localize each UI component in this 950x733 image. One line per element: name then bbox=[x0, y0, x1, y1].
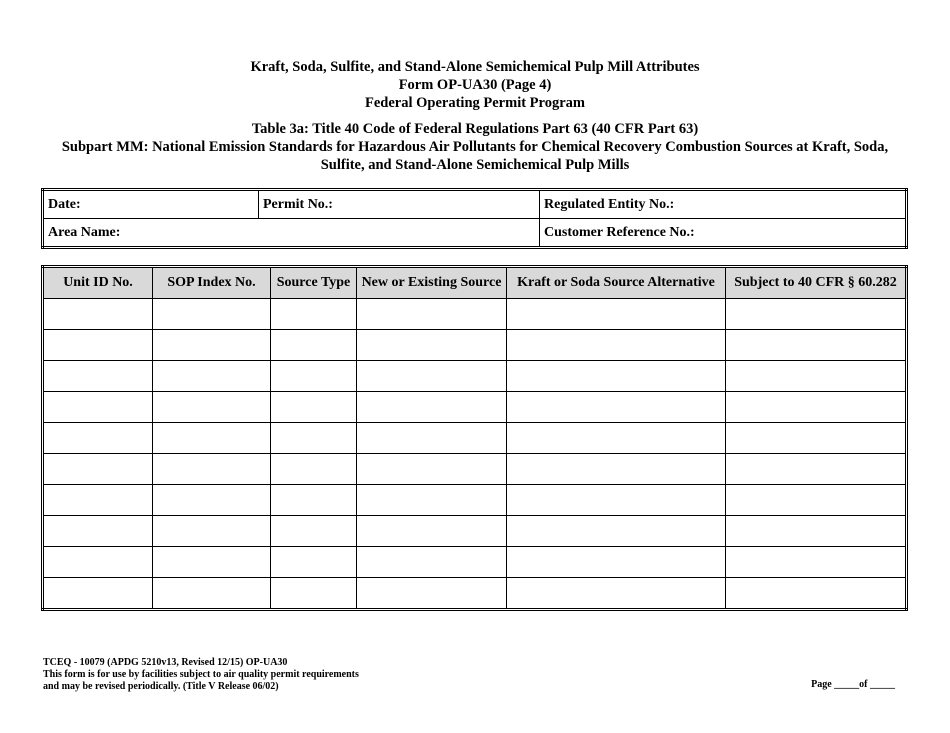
page-number: Page _____of _____ bbox=[811, 679, 895, 690]
table-title: Table 3a: Title 40 Code of Federal Regulations Part 63 (40 CFR Part 63) bbox=[251, 121, 699, 137]
entry-cell[interactable] bbox=[153, 330, 271, 361]
entry-cell[interactable] bbox=[357, 299, 507, 330]
entry-cell[interactable] bbox=[726, 361, 907, 392]
entry-cell[interactable] bbox=[43, 485, 153, 516]
entry-cell[interactable] bbox=[153, 485, 271, 516]
program-name: Federal Operating Permit Program bbox=[365, 95, 585, 111]
table-row bbox=[43, 299, 907, 330]
entry-cell[interactable] bbox=[271, 423, 357, 454]
entry-cell[interactable] bbox=[43, 454, 153, 485]
entry-cell[interactable] bbox=[726, 454, 907, 485]
footer-note-1: This form is for use by facilities subject to air quality permit requirements bbox=[43, 669, 359, 680]
table-row bbox=[43, 330, 907, 361]
entry-cell[interactable] bbox=[43, 516, 153, 547]
entry-cell[interactable] bbox=[357, 392, 507, 423]
entry-cell[interactable] bbox=[271, 299, 357, 330]
entry-cell[interactable] bbox=[507, 330, 726, 361]
entry-cell[interactable] bbox=[726, 299, 907, 330]
subpart-title: Subpart MM: National Emission Standards for Hazardous Air Pollutants for Chemical Recovery Combustion Sources at Kraft, Soda, Sulfite, and Stand-Alone Semichemical Pulp Mills bbox=[61, 139, 889, 173]
entry-cell[interactable] bbox=[271, 361, 357, 392]
entry-cell[interactable] bbox=[357, 423, 507, 454]
entry-cell[interactable] bbox=[357, 578, 507, 610]
entry-cell[interactable] bbox=[43, 361, 153, 392]
form-footer bbox=[43, 657, 359, 693]
entry-cell[interactable] bbox=[271, 485, 357, 516]
entry-cell[interactable] bbox=[271, 516, 357, 547]
footer-form-id: TCEQ - 10079 (APDG 5210v13, Revised 12/15) OP-UA30 bbox=[43, 657, 288, 668]
entry-cell[interactable] bbox=[357, 516, 507, 547]
col-new-existing: New or Existing Source bbox=[357, 267, 507, 299]
entry-cell[interactable] bbox=[271, 547, 357, 578]
table-row bbox=[43, 485, 907, 516]
entry-cell[interactable] bbox=[507, 547, 726, 578]
customer-reference-label: Customer Reference No.: bbox=[544, 224, 695, 240]
entry-cell[interactable] bbox=[507, 361, 726, 392]
entry-cell[interactable] bbox=[153, 578, 271, 610]
form-title: Kraft, Soda, Sulfite, and Stand-Alone Semichemical Pulp Mill Attributes bbox=[250, 59, 700, 75]
entry-cell[interactable] bbox=[153, 454, 271, 485]
permit-label: Permit No.: bbox=[263, 196, 333, 212]
entry-cell[interactable] bbox=[507, 299, 726, 330]
area-name-field[interactable] bbox=[43, 219, 540, 248]
entry-cell[interactable] bbox=[43, 423, 153, 454]
entry-cell[interactable] bbox=[43, 578, 153, 610]
col-unit-id: Unit ID No. bbox=[43, 267, 153, 299]
regulated-entity-label: Regulated Entity No.: bbox=[544, 196, 675, 212]
entry-cell[interactable] bbox=[357, 330, 507, 361]
entry-cell[interactable] bbox=[726, 578, 907, 610]
info-table bbox=[41, 188, 908, 249]
table-row bbox=[43, 454, 907, 485]
entry-cell[interactable] bbox=[271, 330, 357, 361]
entry-cell[interactable] bbox=[726, 547, 907, 578]
table-row bbox=[43, 547, 907, 578]
table-row bbox=[43, 578, 907, 610]
table-row bbox=[43, 423, 907, 454]
customer-reference-field[interactable] bbox=[540, 219, 907, 248]
entry-cell[interactable] bbox=[357, 485, 507, 516]
entry-cell[interactable] bbox=[153, 361, 271, 392]
entry-cell[interactable] bbox=[43, 392, 153, 423]
form-header bbox=[0, 58, 950, 174]
date-label: Date: bbox=[48, 196, 81, 212]
table-row bbox=[43, 392, 907, 423]
entry-cell[interactable] bbox=[43, 330, 153, 361]
entry-cell[interactable] bbox=[507, 454, 726, 485]
table-row bbox=[43, 361, 907, 392]
entry-cell[interactable] bbox=[43, 547, 153, 578]
entry-cell[interactable] bbox=[271, 454, 357, 485]
entry-cell[interactable] bbox=[357, 454, 507, 485]
entry-cell[interactable] bbox=[507, 516, 726, 547]
table-row bbox=[43, 516, 907, 547]
permit-field[interactable] bbox=[259, 190, 540, 219]
entry-cell[interactable] bbox=[153, 423, 271, 454]
entry-cell[interactable] bbox=[507, 392, 726, 423]
entry-cell[interactable] bbox=[271, 392, 357, 423]
entry-cell[interactable] bbox=[726, 423, 907, 454]
entry-cell[interactable] bbox=[726, 392, 907, 423]
attributes-table bbox=[41, 265, 908, 611]
entry-cell[interactable] bbox=[43, 299, 153, 330]
entry-cell[interactable] bbox=[153, 516, 271, 547]
col-kraft-soda: Kraft or Soda Source Alternative bbox=[507, 267, 726, 299]
col-subject-60282: Subject to 40 CFR § 60.282 bbox=[726, 267, 907, 299]
entry-cell[interactable] bbox=[357, 361, 507, 392]
entry-cell[interactable] bbox=[153, 392, 271, 423]
entry-cell[interactable] bbox=[726, 516, 907, 547]
entry-cell[interactable] bbox=[507, 578, 726, 610]
date-field[interactable] bbox=[43, 190, 259, 219]
entry-cell[interactable] bbox=[507, 485, 726, 516]
entry-cell[interactable] bbox=[357, 547, 507, 578]
footer-note-2: and may be revised periodically. (Title V Release 06/02) bbox=[43, 681, 279, 692]
regulated-entity-field[interactable] bbox=[540, 190, 907, 219]
entry-cell[interactable] bbox=[726, 330, 907, 361]
col-sop-index: SOP Index No. bbox=[153, 267, 271, 299]
entry-cell[interactable] bbox=[271, 578, 357, 610]
col-source-type: Source Type bbox=[271, 267, 357, 299]
entry-cell[interactable] bbox=[507, 423, 726, 454]
entry-cell[interactable] bbox=[726, 485, 907, 516]
entry-cell[interactable] bbox=[153, 547, 271, 578]
form-number: Form OP-UA30 (Page 4) bbox=[398, 77, 552, 93]
entry-cell[interactable] bbox=[153, 299, 271, 330]
area-name-label: Area Name: bbox=[48, 224, 121, 240]
